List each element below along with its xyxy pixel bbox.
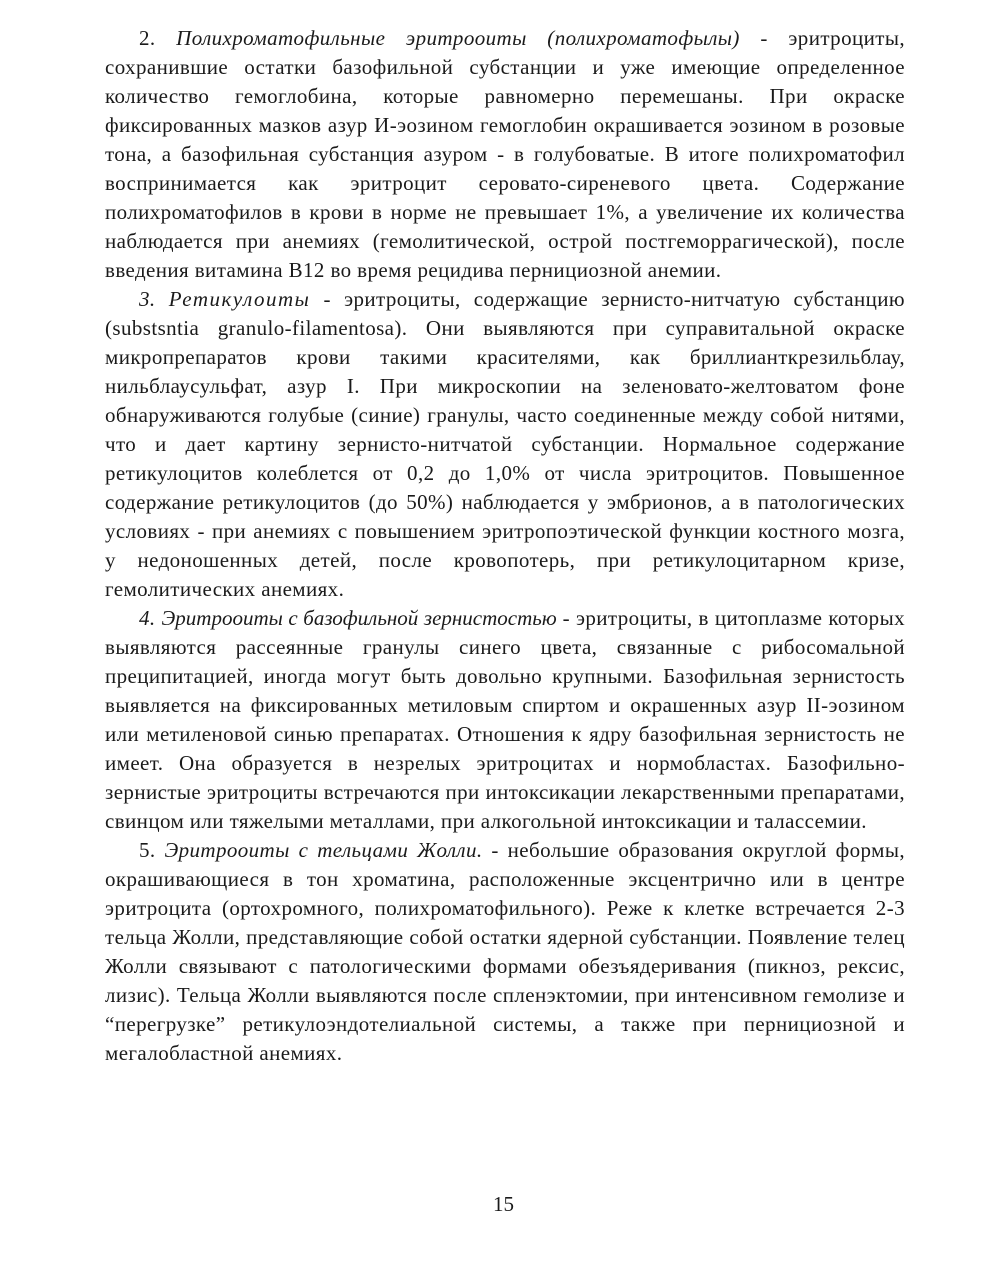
paragraph-text: - эритроциты, сохранившие остатки базофильной субстанции и уже имеющие определенное количество гемоглобина, которые равномерно перемешаны. При окраске фиксированных мазков азур И-эозином гемоглобин окрашивается эозином в розовые тона, а базофильная субстанция азуром - в голубоватые. В итоге полихроматофил воспринимается как эритроцит серовато-сиреневого цвета. Содержание полихроматофилов в крови в норме не превышает 1%, а увеличение их количества наблюдается при анемиях (гемолитической, острой постгеморрагической), после введения витамина В12 во время рецидива пернициозной анемии. [105, 26, 905, 282]
paragraph-text: - эритроциты, содержащие зернисто-нитчатую субстанцию (substsntia granulo-filamentosa). Они выявляются при суправитальной окраске микропрепаратов крови такими красителями, как бриллианткрезильблау, нильблаусульфат, азур I. При микроскопии на зеленовато-желтоватом фоне обнаруживаются голубые (синие) гранулы, часто соединенные между собой нитями, что и дает картину зернисто-нитчатой субстанции. Нормальное содержание ретикулоцитов колеблется от 0,2 до 1,0% от числа эритроцитов. Повышенное содержание ретикулоцитов (до 50%) наблюдается у эмбрионов, а в патологических условиях - при анемиях с повышением эритропоэтической функции костного мозга, у недоношенных детей, после кровопотерь, при ретикулоцитарном кризе, гемолитических анемиях. [105, 287, 905, 601]
page-body [105, 24, 905, 1068]
paragraph-heading: Ретикулоиты [168, 287, 311, 311]
paragraph-heading: Эритрооиты с базофильной зернистостью [161, 606, 557, 630]
page-number: 15 [493, 1192, 514, 1216]
paragraph-heading: Полихроматофильные эритрооиты (полихроматофылы) [176, 26, 740, 50]
item-number: 5. [139, 838, 156, 862]
paragraph-basophilic-stippling [105, 604, 905, 836]
paragraph-text: - небольшие образования округлой формы, окрашивающиеся в тон хроматина, расположенные эксцентрично или в центре эритроцита (ортохромного, полихроматофильного). Реже к клетке встречается 2-3 тельца Жолли, представляющие собой остатки ядерной субстанции. Появление телец Жолли связывают с патологическими формами обезъядеривания (пикноз, рексис, лизис). Тельца Жолли выявляются после спленэктомии, при интенсивном гемолизе и “перегрузке” ретикулоэндотелиальной системы, а также при пернициозной и мегалобластной анемиях. [105, 838, 905, 1065]
paragraph-heading: Эритрооиты с тельцами Жолли. [164, 838, 483, 862]
paragraph-polychromatophils [105, 24, 905, 285]
item-number: 3. [139, 287, 156, 311]
paragraph-reticulocytes [105, 285, 905, 604]
item-number: 2. [139, 26, 156, 50]
paragraph-text: - эритроциты, в цитоплазме которых выявляются рассеянные гранулы синего цвета, связанные с рибосомальной преципитацией, иногда могут быть довольно крупными. Базофильная зернистость выявляется на фиксированных метиловым спиртом и окрашенных азур II-эозином или метиленовой синью препаратах. Отношения к ядру базофильная зернистость не имеет. Она образуется в незрелых эритроцитах и нормобластах. Базофильно-зернистые эритроциты встречаются при интоксикации лекарственными препаратами, свинцом или тяжелыми металлами, при алкогольной интоксикации и талассемии. [105, 606, 905, 833]
item-number: 4. [139, 606, 156, 630]
paragraph-howell-jolly-bodies [105, 836, 905, 1068]
